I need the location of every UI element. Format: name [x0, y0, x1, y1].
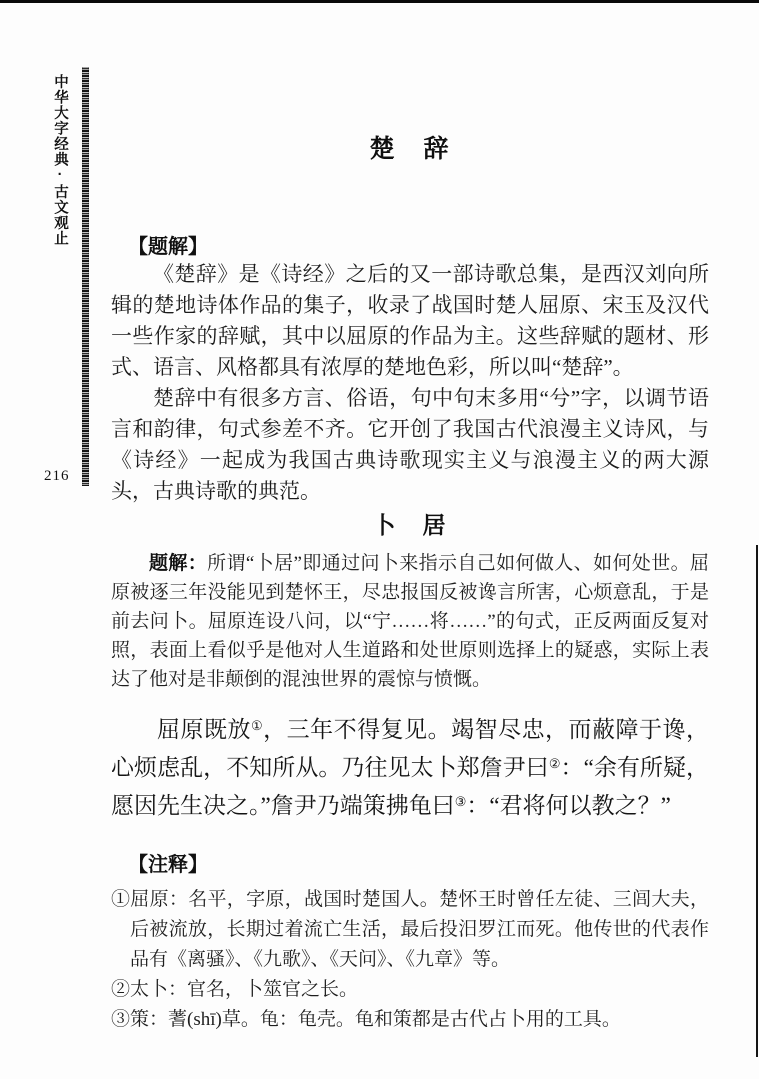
- zhushi-section-heading: 【注释】: [128, 854, 208, 876]
- note-item: ②太卜：官名，卜筮官之长。: [111, 979, 359, 1000]
- tijie-paragraph-1: 《楚辞》是《诗经》之后的又一部诗歌总集，是西汉刘向所辑的楚地诗体作品的集子，收录了战国时楚人屈原、宋玉及汉代一些作家的辞赋，其中以屈原的作品为主。这些辞赋的题材、形式、语言、风格都具有浓厚的楚地色彩，所以叫“楚辞”。: [111, 262, 709, 379]
- spine-decorative-strip: [82, 67, 89, 486]
- notes-list: [111, 885, 709, 1035]
- tijie-label: 题解：: [149, 553, 208, 574]
- page-number: 216: [44, 468, 70, 484]
- main-passage: [111, 711, 709, 825]
- spine-book-title: 中华大字经典·古文观止: [52, 74, 68, 246]
- note-item: ①屈原：名平，字原，战国时楚国人。楚怀王时曾任左徒、三闾大夫，后被流放，长期过着流亡生活，最后投汨罗江而死。他传世的代表作品有《离骚》、《九歌》、《天问》、《九章》等。: [111, 889, 709, 970]
- tijie-section-heading: 【题解】: [128, 236, 208, 258]
- scan-edge-right: [756, 545, 758, 1057]
- chapter-title: 楚 辞: [369, 135, 451, 163]
- note-ref-marker: ①: [250, 718, 264, 733]
- note-ref-marker: ③: [454, 794, 467, 809]
- tijie-paragraph-2: 楚辞中有很多方言、俗语，句中句末多用“兮”字，以调节语言和韵律，句式参差不齐。它开创了我国古代浪漫主义诗风，与《诗经》一起成为我国古典诗歌现实主义与浪漫主义的两大源头，古典诗歌的典范。: [111, 386, 709, 503]
- note-item: ③策：蓍(shī)草。龟：龟壳。龟和策都是古代占卜用的工具。: [111, 1009, 621, 1030]
- passage-text: ：“余有所疑，愿因先生决之。”詹尹乃端策拂龟曰: [111, 755, 709, 818]
- page-content: [111, 0, 709, 1035]
- passage-text: ：“君将何以教之？”: [466, 793, 671, 818]
- piece-tijie-paragraph: [111, 549, 709, 694]
- piece-tijie-text: 所谓“卜居”即通过问卜来指示自己如何做人、如何处世。屈原被逐三年没能见到楚怀王，尽忠报国反被谗言所害，心烦意乱，于是前去问卜。屈原连设八问，以“宁……将……”的句式，正反两面反复对照，表面上看似乎是他对人生道路和处世原则选择上的疑惑，实际上表达了他对是非颠倒的混浊世界的震惊与愤慨。: [111, 553, 709, 690]
- note-ref-marker: ②: [548, 756, 561, 771]
- passage-text: 屈原既放: [157, 717, 251, 742]
- passage-text: ，三年不得复见。竭智尽忠，而蔽障于谗，心烦虑乱，不知所从。乃往见太卜郑詹尹曰: [111, 717, 710, 780]
- piece-title: 卜 居: [372, 512, 448, 538]
